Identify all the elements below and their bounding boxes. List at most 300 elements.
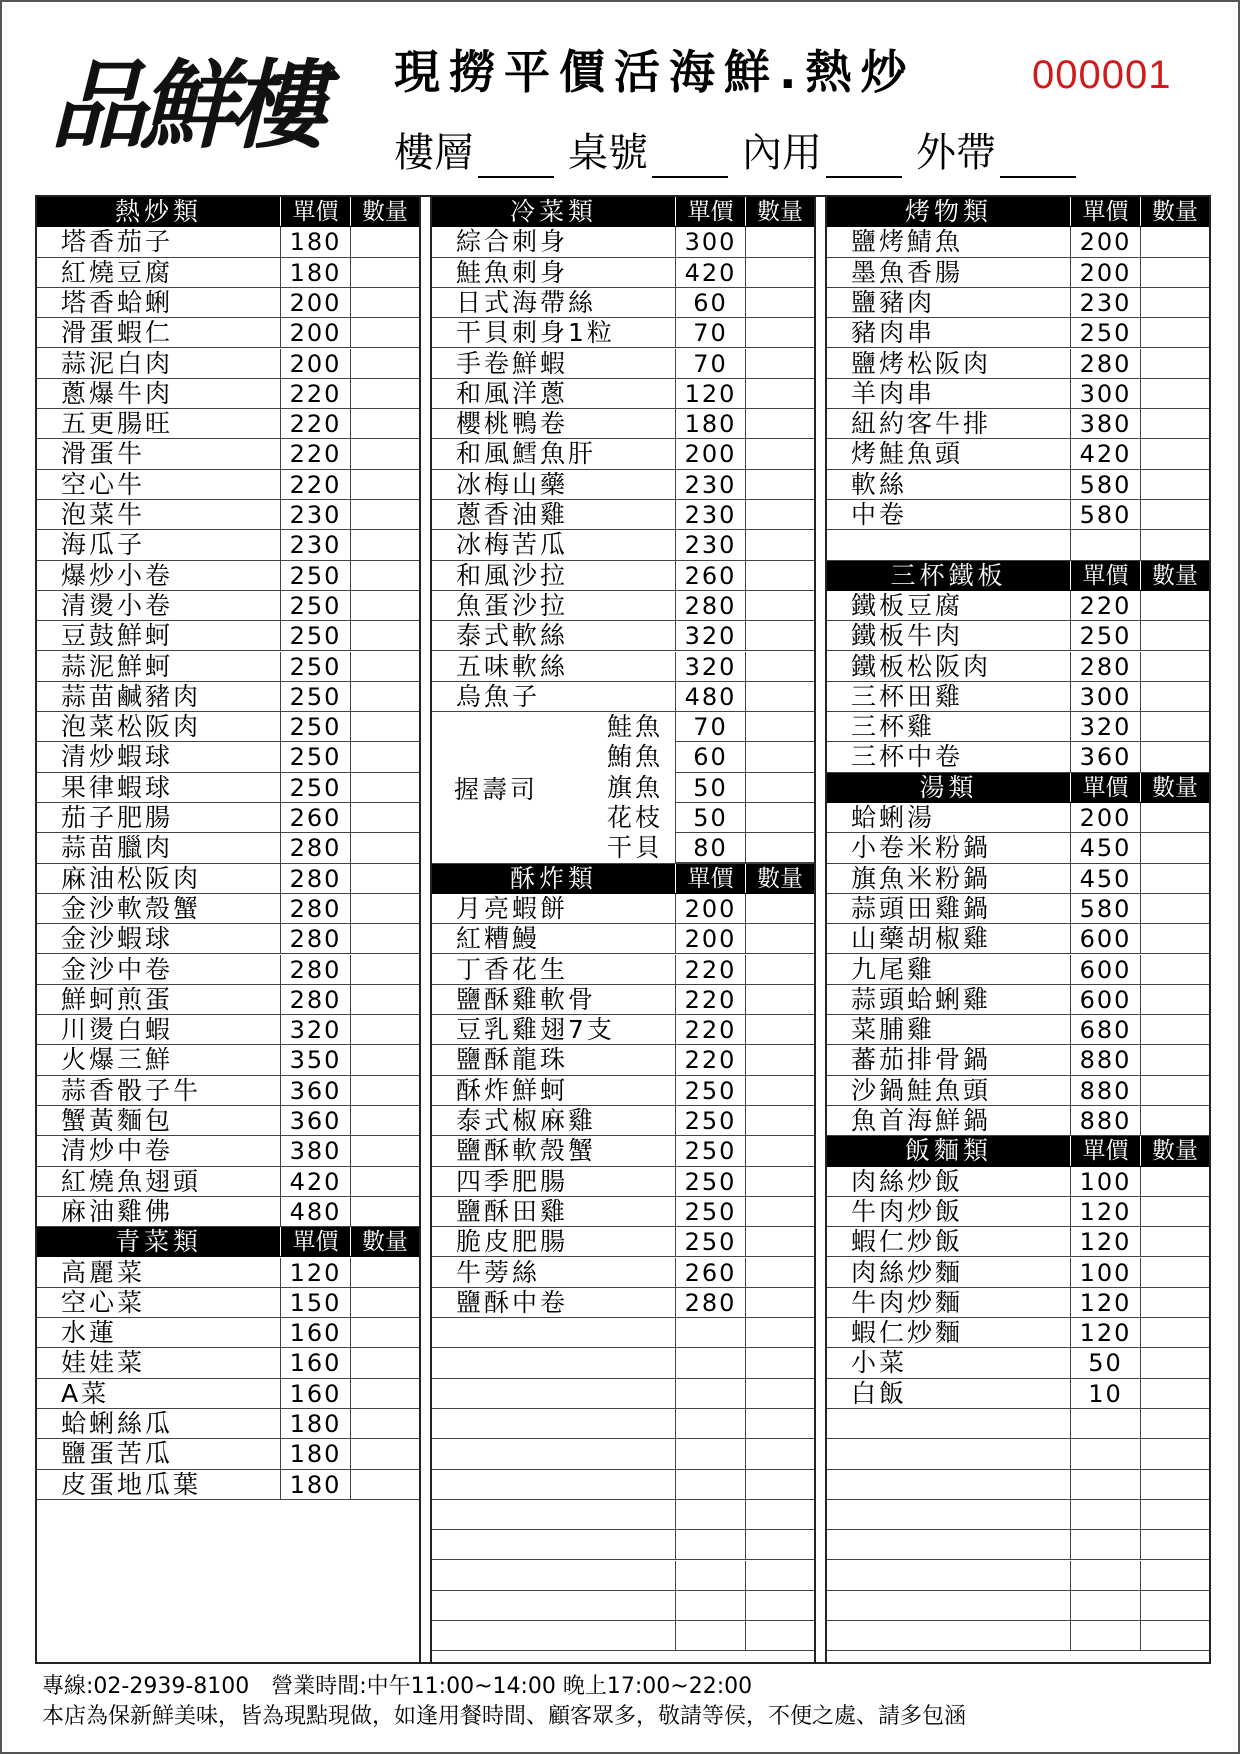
item-qty[interactable]: [1141, 1076, 1209, 1105]
menu-item[interactable]: [37, 1379, 419, 1409]
item-qty[interactable]: [1141, 1227, 1209, 1256]
menu-item[interactable]: [432, 1409, 814, 1439]
item-qty[interactable]: [1141, 470, 1209, 499]
item-name: 麻油松阪肉: [37, 864, 281, 893]
item-qty[interactable]: [746, 1591, 814, 1620]
item-qty[interactable]: [746, 712, 814, 742]
menu-item[interactable]: [37, 1470, 419, 1500]
menu-item[interactable]: [827, 1379, 1209, 1409]
item-qty[interactable]: [1141, 227, 1209, 256]
item-qty[interactable]: [746, 1348, 814, 1377]
item-qty[interactable]: [746, 1318, 814, 1347]
item-qty[interactable]: [1141, 803, 1209, 832]
item-qty[interactable]: [351, 258, 419, 287]
item-qty[interactable]: [746, 1621, 814, 1650]
item-qty[interactable]: [1141, 1258, 1209, 1287]
item-name: 鐵板松阪肉: [827, 652, 1071, 681]
item-qty[interactable]: [746, 1470, 814, 1499]
menu-item[interactable]: [432, 1439, 814, 1469]
menu-item[interactable]: [37, 1106, 419, 1136]
menu-item[interactable]: [827, 530, 1209, 560]
item-qty[interactable]: [746, 652, 814, 681]
menu-item[interactable]: [432, 1197, 814, 1227]
menu-item[interactable]: [827, 500, 1209, 530]
sushi-group: [432, 712, 814, 864]
item-qty[interactable]: [351, 833, 419, 862]
item-qty[interactable]: [1141, 894, 1209, 923]
item-qty[interactable]: [1141, 1379, 1209, 1408]
menu-item[interactable]: [432, 1591, 814, 1621]
menu-item[interactable]: [827, 318, 1209, 348]
menu-item[interactable]: [827, 1348, 1209, 1378]
menu-item[interactable]: [827, 1470, 1209, 1500]
menu-item[interactable]: [37, 803, 419, 833]
menu-item[interactable]: [827, 1288, 1209, 1318]
item-qty[interactable]: [351, 1470, 419, 1499]
item-qty[interactable]: [746, 1076, 814, 1105]
menu-item[interactable]: [827, 864, 1209, 894]
item-qty[interactable]: [351, 803, 419, 832]
item-price: 320: [281, 1015, 351, 1044]
menu-item[interactable]: [37, 985, 419, 1015]
item-qty[interactable]: [746, 500, 814, 529]
item-qty[interactable]: [746, 258, 814, 287]
menu-item[interactable]: [37, 924, 419, 954]
menu-item[interactable]: [432, 1530, 814, 1560]
item-qty[interactable]: [746, 227, 814, 256]
item-qty[interactable]: [351, 652, 419, 681]
menu-item[interactable]: [432, 1106, 814, 1136]
item-qty[interactable]: [351, 864, 419, 893]
item-name: 魚蛋沙拉: [432, 591, 676, 620]
menu-item[interactable]: [432, 1500, 814, 1530]
item-qty[interactable]: [1141, 530, 1209, 559]
item-qty[interactable]: [1141, 409, 1209, 438]
item-qty[interactable]: [1141, 1318, 1209, 1347]
menu-item[interactable]: [37, 470, 419, 500]
menu-item[interactable]: [432, 1288, 814, 1318]
item-qty[interactable]: [351, 985, 419, 1014]
item-qty[interactable]: [351, 349, 419, 378]
menu-item[interactable]: [37, 864, 419, 894]
menu-item[interactable]: [37, 1258, 419, 1288]
menu-item[interactable]: [37, 1045, 419, 1075]
menu-item[interactable]: [827, 288, 1209, 318]
item-qty[interactable]: [351, 1045, 419, 1074]
menu-item[interactable]: [37, 652, 419, 682]
item-qty[interactable]: [351, 1167, 419, 1196]
item-price: 230: [676, 530, 746, 559]
item-name: 中卷: [827, 500, 1071, 529]
menu-item[interactable]: [432, 985, 814, 1015]
item-qty[interactable]: [1141, 1470, 1209, 1499]
item-name: 蛤蜊絲瓜: [37, 1409, 281, 1438]
item-qty[interactable]: [1141, 682, 1209, 711]
menu-item[interactable]: [827, 349, 1209, 379]
menu-item[interactable]: [827, 470, 1209, 500]
item-qty[interactable]: [351, 1409, 419, 1438]
item-qty[interactable]: [351, 1348, 419, 1377]
menu-item[interactable]: [432, 561, 814, 591]
menu-item[interactable]: [432, 1076, 814, 1106]
menu-item[interactable]: [432, 318, 814, 348]
menu-item[interactable]: [827, 379, 1209, 409]
menu-item[interactable]: [432, 591, 814, 621]
menu-item[interactable]: [827, 1530, 1209, 1560]
item-qty[interactable]: [746, 924, 814, 953]
item-qty[interactable]: [1141, 1197, 1209, 1226]
item-price: 220: [676, 985, 746, 1014]
qty-header: 數量: [362, 199, 408, 225]
menu-item[interactable]: [37, 500, 419, 530]
item-price: 80: [676, 833, 746, 862]
item-qty[interactable]: [351, 288, 419, 317]
menu-item[interactable]: [827, 1015, 1209, 1045]
item-qty[interactable]: [746, 530, 814, 559]
item-qty[interactable]: [746, 1015, 814, 1044]
item-qty[interactable]: [351, 1258, 419, 1287]
menu-item[interactable]: [827, 682, 1209, 712]
item-price: 280: [281, 955, 351, 984]
item-qty[interactable]: [351, 530, 419, 559]
item-qty[interactable]: [1141, 1045, 1209, 1074]
menu-item[interactable]: [827, 742, 1209, 772]
item-qty[interactable]: [1141, 621, 1209, 650]
menu-item[interactable]: [432, 1227, 814, 1257]
menu-item[interactable]: [827, 1561, 1209, 1591]
item-qty[interactable]: [746, 349, 814, 378]
menu-item[interactable]: [432, 379, 814, 409]
menu-item[interactable]: [37, 742, 419, 772]
item-qty[interactable]: [351, 591, 419, 620]
item-qty[interactable]: [351, 924, 419, 953]
item-qty[interactable]: [746, 1409, 814, 1438]
menu-item[interactable]: [827, 1500, 1209, 1530]
item-qty[interactable]: [1141, 1167, 1209, 1196]
item-qty[interactable]: [351, 379, 419, 408]
order-field[interactable]: [394, 128, 554, 178]
menu-item[interactable]: [827, 1167, 1209, 1197]
menu-item[interactable]: [827, 1591, 1209, 1621]
menu-item[interactable]: [432, 682, 814, 712]
menu-item[interactable]: [827, 924, 1209, 954]
item-qty[interactable]: [351, 561, 419, 590]
item-qty[interactable]: [1141, 288, 1209, 317]
item-qty[interactable]: [1141, 379, 1209, 408]
menu-item[interactable]: [37, 227, 419, 257]
item-qty[interactable]: [351, 712, 419, 741]
menu-item[interactable]: [37, 561, 419, 591]
item-qty[interactable]: [351, 409, 419, 438]
menu-item[interactable]: [37, 1167, 419, 1197]
item-qty[interactable]: [351, 439, 419, 468]
item-qty[interactable]: [1141, 1621, 1209, 1650]
item-qty[interactable]: [746, 1561, 814, 1590]
menu-item[interactable]: [827, 1076, 1209, 1106]
item-qty[interactable]: [746, 439, 814, 468]
menu-item[interactable]: [37, 894, 419, 924]
item-qty[interactable]: [746, 621, 814, 650]
item-price: 150: [281, 1288, 351, 1317]
item-qty[interactable]: [746, 1379, 814, 1408]
item-qty[interactable]: [351, 1076, 419, 1105]
item-price: 120: [281, 1258, 351, 1287]
menu-item[interactable]: [432, 258, 814, 288]
menu-item[interactable]: [432, 652, 814, 682]
menu-item[interactable]: [37, 409, 419, 439]
item-qty[interactable]: [746, 894, 814, 923]
menu-item[interactable]: [432, 1348, 814, 1378]
menu-item[interactable]: [37, 1015, 419, 1045]
menu-item[interactable]: [827, 894, 1209, 924]
menu-item[interactable]: [432, 227, 814, 257]
menu-item[interactable]: [37, 1076, 419, 1106]
item-qty[interactable]: [351, 318, 419, 347]
item-price: 580: [1071, 500, 1141, 529]
item-qty[interactable]: [1141, 955, 1209, 984]
item-qty[interactable]: [746, 409, 814, 438]
item-qty[interactable]: [1141, 1288, 1209, 1317]
menu-item[interactable]: [827, 1439, 1209, 1469]
item-qty[interactable]: [746, 955, 814, 984]
item-qty[interactable]: [1141, 1106, 1209, 1135]
menu-item[interactable]: [432, 1318, 814, 1348]
item-qty[interactable]: [1141, 258, 1209, 287]
menu-item[interactable]: [432, 409, 814, 439]
menu-item[interactable]: [827, 227, 1209, 257]
item-qty[interactable]: [746, 985, 814, 1014]
menu-item[interactable]: [37, 833, 419, 863]
menu-item[interactable]: [827, 652, 1209, 682]
item-qty[interactable]: [746, 742, 814, 772]
item-qty[interactable]: [351, 227, 419, 256]
menu-item[interactable]: [827, 591, 1209, 621]
menu-item[interactable]: [827, 439, 1209, 469]
item-qty[interactable]: [1141, 833, 1209, 862]
section-header: [827, 1136, 1209, 1166]
item-qty[interactable]: [1141, 1015, 1209, 1044]
item-qty[interactable]: [746, 591, 814, 620]
sushi-label: 握壽司: [454, 774, 539, 804]
menu-item[interactable]: [37, 682, 419, 712]
item-qty[interactable]: [746, 1167, 814, 1196]
order-field-blank[interactable]: [652, 140, 728, 178]
menu-item[interactable]: [432, 955, 814, 985]
item-qty[interactable]: [1141, 1561, 1209, 1590]
menu-item[interactable]: [827, 1621, 1209, 1651]
menu-item[interactable]: [827, 803, 1209, 833]
item-qty[interactable]: [1141, 349, 1209, 378]
menu-item[interactable]: [432, 1136, 814, 1166]
item-qty[interactable]: [746, 470, 814, 499]
item-name: 鐵板牛肉: [827, 621, 1071, 650]
item-price: [1071, 1621, 1141, 1650]
item-qty[interactable]: [351, 773, 419, 802]
item-qty[interactable]: [1141, 864, 1209, 893]
item-qty[interactable]: [351, 1106, 419, 1135]
menu-item[interactable]: [432, 288, 814, 318]
menu-item[interactable]: [37, 439, 419, 469]
item-qty[interactable]: [1141, 1591, 1209, 1620]
menu-item[interactable]: [37, 349, 419, 379]
item-name: [827, 1561, 1071, 1590]
menu-item[interactable]: [432, 894, 814, 924]
item-qty[interactable]: [746, 682, 814, 711]
order-field[interactable]: [742, 128, 902, 178]
item-qty[interactable]: [746, 1136, 814, 1165]
menu-item[interactable]: [432, 1470, 814, 1500]
item-qty[interactable]: [351, 1015, 419, 1044]
item-qty[interactable]: [746, 1258, 814, 1287]
menu-item[interactable]: [432, 1167, 814, 1197]
item-qty[interactable]: [746, 1227, 814, 1256]
menu-item[interactable]: [827, 621, 1209, 651]
item-qty[interactable]: [351, 955, 419, 984]
menu-item[interactable]: [827, 985, 1209, 1015]
order-field[interactable]: [568, 128, 728, 178]
item-price: [1071, 530, 1141, 559]
item-qty[interactable]: [746, 803, 814, 833]
menu-item[interactable]: [432, 349, 814, 379]
menu-item[interactable]: [37, 1136, 419, 1166]
menu-item[interactable]: [432, 470, 814, 500]
item-qty[interactable]: [746, 561, 814, 590]
menu-item[interactable]: [432, 924, 814, 954]
menu-item[interactable]: [432, 621, 814, 651]
item-qty[interactable]: [1141, 1500, 1209, 1529]
menu-item[interactable]: [827, 1409, 1209, 1439]
menu-item[interactable]: [37, 288, 419, 318]
menu-item[interactable]: [37, 1197, 419, 1227]
item-qty[interactable]: [1141, 318, 1209, 347]
item-name: 空心菜: [37, 1288, 281, 1317]
menu-item[interactable]: [37, 1439, 419, 1469]
menu-item[interactable]: [432, 530, 814, 560]
menu-item[interactable]: [432, 500, 814, 530]
item-qty[interactable]: [351, 682, 419, 711]
menu-item[interactable]: [827, 1197, 1209, 1227]
menu-item[interactable]: [37, 591, 419, 621]
menu-item[interactable]: [37, 773, 419, 803]
item-qty[interactable]: [351, 500, 419, 529]
menu-item[interactable]: [37, 1348, 419, 1378]
menu-item[interactable]: [37, 379, 419, 409]
menu-item[interactable]: [827, 1227, 1209, 1257]
menu-item[interactable]: [37, 258, 419, 288]
menu-item[interactable]: [432, 1015, 814, 1045]
item-qty[interactable]: [351, 621, 419, 650]
item-qty[interactable]: [1141, 985, 1209, 1014]
menu-item[interactable]: [827, 1106, 1209, 1136]
item-name: 干貝: [606, 833, 663, 863]
item-qty[interactable]: [351, 894, 419, 923]
item-price: 50: [676, 773, 746, 803]
item-qty[interactable]: [1141, 1409, 1209, 1438]
price-header: 單價: [1071, 1136, 1141, 1165]
item-qty[interactable]: [351, 1318, 419, 1347]
menu-item[interactable]: [827, 1318, 1209, 1348]
item-qty[interactable]: [351, 1379, 419, 1408]
menu-item[interactable]: [827, 955, 1209, 985]
menu-item[interactable]: [827, 258, 1209, 288]
item-qty[interactable]: [746, 379, 814, 408]
order-field-blank[interactable]: [478, 140, 554, 178]
item-qty[interactable]: [746, 773, 814, 803]
item-qty[interactable]: [746, 1530, 814, 1559]
menu-item[interactable]: [432, 1561, 814, 1591]
menu-item[interactable]: [37, 530, 419, 560]
item-qty[interactable]: [1141, 924, 1209, 953]
item-qty[interactable]: [746, 288, 814, 317]
item-qty[interactable]: [1141, 1348, 1209, 1377]
menu-item[interactable]: [37, 1409, 419, 1439]
item-name: 冰梅山藥: [432, 470, 676, 499]
item-qty[interactable]: [1141, 1439, 1209, 1468]
item-qty[interactable]: [1141, 712, 1209, 741]
menu-item[interactable]: [432, 1379, 814, 1409]
menu-item[interactable]: [432, 439, 814, 469]
section-title: 三杯鐵板: [827, 561, 1071, 590]
menu-item[interactable]: [432, 1621, 814, 1651]
menu-item[interactable]: [37, 1288, 419, 1318]
order-field-blank[interactable]: [826, 140, 902, 178]
item-qty[interactable]: [1141, 500, 1209, 529]
item-qty[interactable]: [1141, 591, 1209, 620]
menu-item[interactable]: [37, 712, 419, 742]
menu-item[interactable]: [37, 318, 419, 348]
item-qty[interactable]: [746, 833, 814, 862]
item-price: 220: [676, 955, 746, 984]
menu-item[interactable]: [827, 833, 1209, 863]
menu-item[interactable]: [37, 1318, 419, 1348]
menu-item[interactable]: [432, 1045, 814, 1075]
item-qty[interactable]: [1141, 742, 1209, 771]
menu-item[interactable]: [37, 955, 419, 985]
item-qty[interactable]: [746, 1197, 814, 1226]
menu-item[interactable]: [37, 621, 419, 651]
item-price: 260: [676, 1258, 746, 1287]
item-qty[interactable]: [351, 1197, 419, 1226]
order-field-blank[interactable]: [1000, 140, 1076, 178]
menu-item[interactable]: [432, 1258, 814, 1288]
item-qty[interactable]: [746, 1288, 814, 1317]
item-name: [432, 1348, 676, 1377]
item-qty[interactable]: [1141, 1530, 1209, 1559]
item-qty[interactable]: [746, 1500, 814, 1529]
item-qty[interactable]: [1141, 439, 1209, 468]
item-name: [432, 1439, 676, 1468]
item-price: 180: [281, 1470, 351, 1499]
item-qty[interactable]: [351, 1288, 419, 1317]
item-qty[interactable]: [746, 1045, 814, 1074]
order-field[interactable]: [916, 128, 1076, 178]
menu-item[interactable]: [827, 1258, 1209, 1288]
item-qty[interactable]: [746, 1439, 814, 1468]
menu-item[interactable]: [827, 1045, 1209, 1075]
menu-item[interactable]: [827, 409, 1209, 439]
item-qty[interactable]: [1141, 652, 1209, 681]
qty-header: 數量: [362, 1229, 408, 1256]
item-qty[interactable]: [351, 470, 419, 499]
item-qty[interactable]: [351, 1439, 419, 1468]
item-price: 580: [1071, 470, 1141, 499]
menu-item[interactable]: [827, 712, 1209, 742]
item-qty[interactable]: [351, 1136, 419, 1165]
item-qty[interactable]: [746, 318, 814, 347]
item-price: 10: [1071, 1379, 1141, 1408]
item-qty[interactable]: [351, 742, 419, 771]
item-qty[interactable]: [746, 1106, 814, 1135]
